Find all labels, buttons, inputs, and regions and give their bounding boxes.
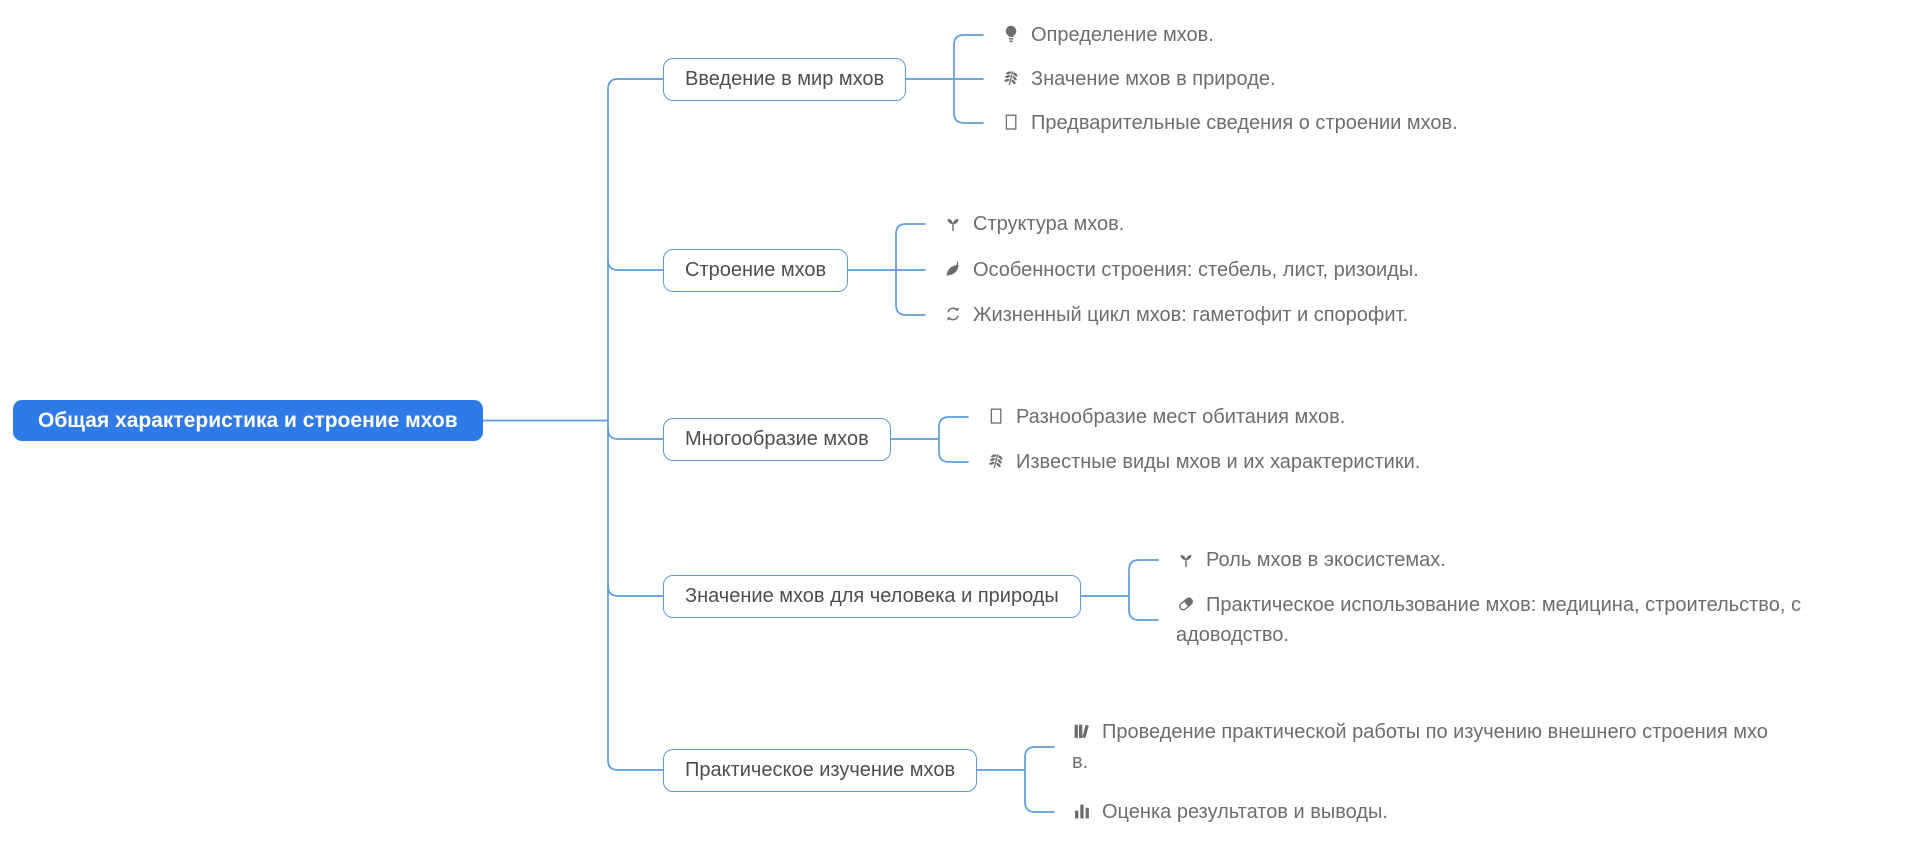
leaf-topic[interactable] (1072, 797, 1388, 827)
branch-topic[interactable]: Строение мхов (663, 249, 848, 292)
leaf-topic[interactable] (986, 402, 1345, 432)
missing-glyph-icon (986, 406, 1007, 426)
recycle-icon (943, 304, 964, 324)
leaf-topic-text: Разнообразие мест обитания мхов. (1016, 406, 1346, 428)
leaf-topic-text: Предварительные сведения о строении мхов. (1031, 112, 1458, 134)
leaf-topic[interactable] (1001, 64, 1276, 94)
branch-topic[interactable]: Практическое изучение мхов (663, 749, 977, 792)
pill-icon (1176, 594, 1197, 614)
leaf-topic[interactable] (1072, 717, 1772, 777)
seedling-icon (943, 213, 964, 233)
leaf-topic[interactable] (1001, 108, 1458, 138)
lightbulb-icon (1001, 24, 1022, 44)
leaf-topic-text: Определение мхов. (1031, 24, 1214, 46)
branch-topic[interactable]: Значение мхов для человека и природы (663, 575, 1081, 618)
books-icon (1072, 721, 1093, 741)
leaf-topic-text: Проведение практической работы по изучению внешнего строения мхов. (1072, 721, 1768, 773)
leaf-topic[interactable] (1176, 590, 1806, 650)
herb-icon (1001, 68, 1022, 88)
leaf-topic[interactable] (1176, 545, 1446, 575)
leaf-topic[interactable] (943, 255, 1419, 285)
leaf-topic[interactable] (1001, 20, 1214, 50)
leaf-topic-text: Значение мхов в природе. (1031, 68, 1276, 90)
branch-topic[interactable]: Введение в мир мхов (663, 58, 906, 101)
herb-icon (986, 451, 1007, 471)
leaf-topic[interactable] (943, 300, 1408, 330)
branch-topic[interactable]: Многообразие мхов (663, 418, 891, 461)
leaf-topic-text: Особенности строения: стебель, лист, ризоиды. (973, 259, 1419, 281)
chart-icon (1072, 801, 1093, 821)
leaf-topic-text: Жизненный цикл мхов: гаметофит и спорофит. (973, 304, 1409, 326)
missing-glyph-icon (1001, 112, 1022, 132)
leaf-topic-text: Роль мхов в экосистемах. (1206, 549, 1446, 571)
leaf-topic-text: Известные виды мхов и их характеристики. (1016, 451, 1421, 473)
seedling-icon (1176, 549, 1197, 569)
leaf-topic-text: Оценка результатов и выводы. (1102, 801, 1388, 823)
leaf-topic-text: Структура мхов. (973, 213, 1125, 235)
leaf-topic[interactable] (986, 447, 1420, 477)
root-topic[interactable]: Общая характеристика и строение мхов (13, 400, 483, 441)
leaf-topic[interactable] (943, 209, 1124, 239)
leaf-topic-text: Практическое использование мхов: медицина, строительство, садоводство. (1176, 594, 1801, 646)
leaf-icon (943, 259, 964, 279)
